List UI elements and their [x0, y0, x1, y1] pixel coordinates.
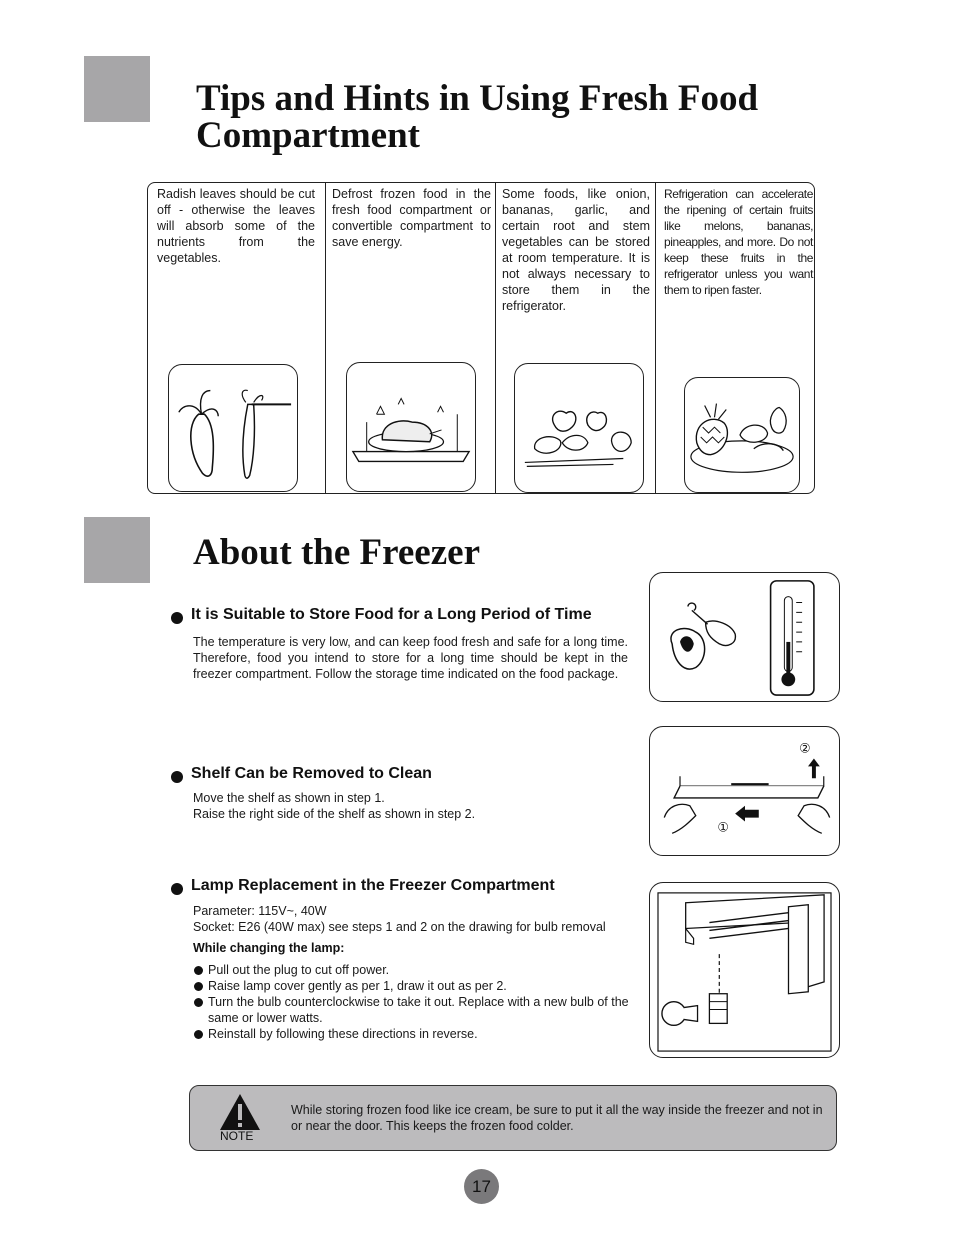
tip-text: Defrost frozen food in the fresh food compartment or convertible compartment to save energy.: [332, 187, 491, 249]
section-marker-block: [84, 56, 150, 122]
note-box: [189, 1085, 837, 1151]
warning-icon: [218, 1092, 262, 1132]
heading-shelf: Shelf Can be Removed to Clean: [191, 765, 432, 782]
lamp-socket: Socket: E26 (40W max) see steps 1 and 2 on the drawing for bulb removal: [193, 920, 606, 934]
tip-text: Refrigeration can accelerate the ripening of certain fruits like melons, bananas, pineapples, and more. Do not keep these fruits in the refrigerator unless you want them to ripen faster.: [664, 187, 813, 297]
step-1-label: ①: [717, 820, 729, 836]
tip-text: Some foods, like onion, bananas, garlic, and certain root and stem vegetables can be stored at room temperature. It is not always necessary to store them in the refrigerator.: [502, 187, 650, 313]
note-label: NOTE: [220, 1129, 254, 1143]
tip-column-defrost: [325, 183, 495, 493]
roast-chicken-icon: [346, 362, 476, 492]
onion-garlic-vegetables-icon: [514, 363, 644, 493]
lamp-step: [194, 978, 634, 994]
lamp-subheading: While changing the lamp:: [193, 941, 345, 955]
bullet-icon: [194, 982, 203, 991]
frozen-meat-thermometer-icon: [649, 572, 840, 702]
bullet-icon: [194, 966, 203, 975]
lamp-step-text: Pull out the plug to cut off power.: [208, 963, 390, 977]
lamp-step-text: Turn the bulb counterclockwise to take it out. Replace with a new bulb of the same or lower watts.: [208, 995, 629, 1025]
tip-column-ripening: [655, 183, 816, 493]
section-marker-block: [84, 517, 150, 583]
bullet-icon: [171, 883, 183, 895]
tip-column-radish: [148, 183, 325, 493]
bullet-icon: [194, 1030, 203, 1039]
tips-table: [147, 182, 815, 494]
page-number: 17: [464, 1169, 499, 1204]
lamp-step: [194, 1026, 634, 1042]
heading-long-period: It is Suitable to Store Food for a Long Period of Time: [191, 606, 592, 623]
page-title-freezer: About the Freezer: [193, 532, 480, 573]
bullet-icon: [194, 998, 203, 1007]
tip-text: Radish leaves should be cut off - otherwise the leaves will absorb some of the nutrients from the vegetables.: [157, 187, 315, 265]
lamp-replacement-diagram: [649, 882, 840, 1058]
shelf-instruction-1: Move the shelf as shown in step 1.: [193, 791, 385, 805]
note-text: While storing frozen food like ice cream, be sure to put it all the way inside the freezer and not in or near the door. This keeps the frozen food colder.: [291, 1103, 823, 1133]
bullet-icon: [171, 771, 183, 783]
bullet-icon: [171, 612, 183, 624]
paragraph-long-period: The temperature is very low, and can keep food fresh and safe for a long time. Therefore, food you intend to store for a long time should be kept in the freezer compartment. Follow the storage time indicated on the food package.: [193, 635, 628, 681]
shelf-removal-diagram: [649, 726, 840, 856]
lamp-step-text: Raise lamp cover gently as per 1, draw it out as per 2.: [208, 979, 507, 993]
shelf-instruction-2: Raise the right side of the shelf as shown in step 2.: [193, 807, 476, 821]
tip-column-room-temperature: [495, 183, 655, 493]
lamp-step-text: Reinstall by following these directions in reverse.: [208, 1027, 478, 1041]
page-title-fresh-food: Tips and Hints in Using Fresh Food Compartment: [196, 78, 759, 156]
step-2-label: ②: [799, 741, 811, 757]
heading-lamp: Lamp Replacement in the Freezer Compartment: [191, 877, 555, 894]
fruit-platter-icon: [684, 377, 800, 493]
radish-carrot-icon: [168, 364, 298, 492]
lamp-step: [194, 994, 634, 1026]
lamp-parameter: Parameter: 115V~, 40W: [193, 904, 327, 918]
lamp-step: [194, 962, 634, 978]
